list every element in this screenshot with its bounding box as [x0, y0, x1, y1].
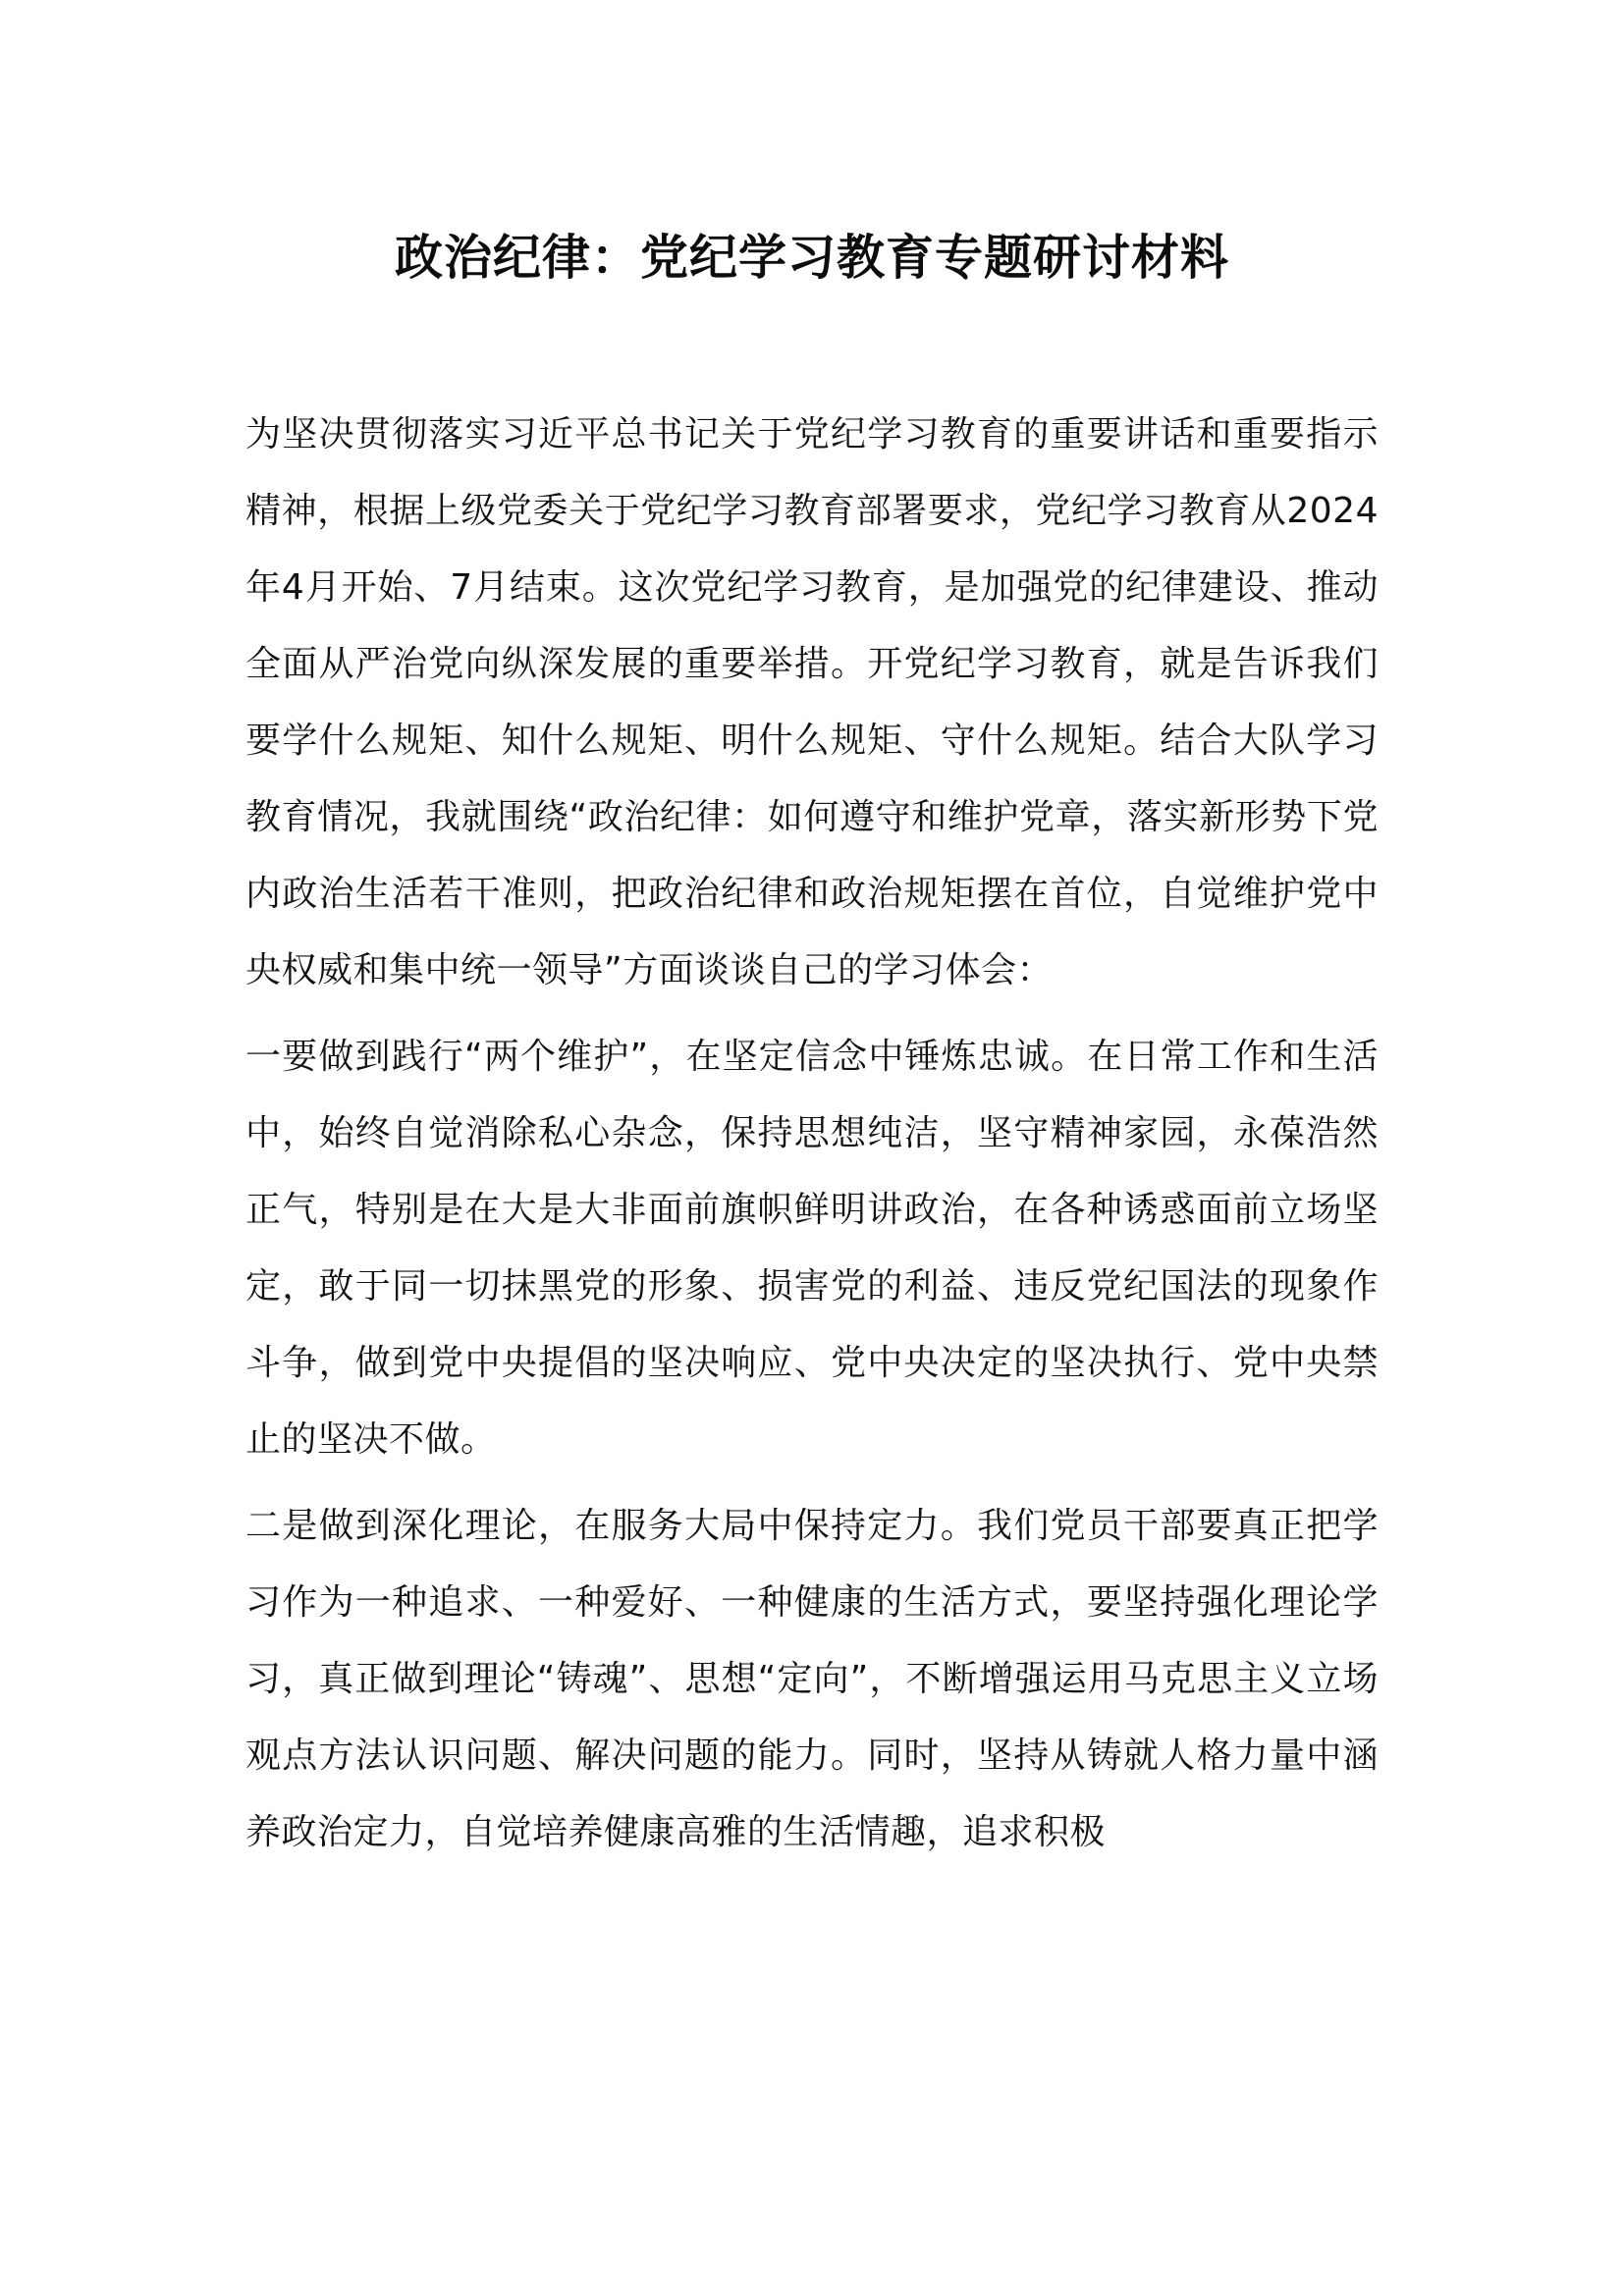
paragraph-point-one: 一要做到践行“两个维护”，在坚定信念中锤炼忠诚。在日常工作和生活中，始终自觉消除私心杂念，保持思想纯洁，坚守精神家园，永葆浩然正气，特别是在大是大非面前旗帜鲜明讲政治，在各种诱惑面前立场坚定，敢于同一切抹黑党的形象、损害党的利益、违反党纪国法的现象作斗争，做到党中央提倡的坚决响应、党中央决定的坚决执行、党中央禁止的坚决不做。	[245, 1037, 1379, 1460]
document-body	[245, 397, 1379, 1881]
document-title: 政治纪律：党纪学习教育专题研讨材料	[394, 230, 1229, 286]
paragraph-point-two: 二是做到深化理论，在服务大局中保持定力。我们党员干部要真正把学习作为一种追求、一种爱好、一种健康的生活方式，要坚持强化理论学习，真正做到理论“铸魂”、思想“定向”，不断增强运用马克思主义立场观点方法认识问题、解决问题的能力。同时，坚持从铸就人格力量中涵养政治定力，自觉培养健康高雅的生活情趣，追求积极	[245, 1506, 1379, 1852]
paragraph-intro: 为坚决贯彻落实习近平总书记关于党纪学习教育的重要讲话和重要指示精神，根据上级党委关于党纪学习教育部署要求，党纪学习教育从2024年4月开始、7月结束。这次党纪学习教育，是加强党的纪律建设、推动全面从严治党向纵深发展的重要举措。开党纪学习教育，就是告诉我们要学什么规矩、知什么规矩、明什么规矩、守什么规矩。结合大队学习教育情况，我就围绕“政治纪律：如何遵守和维护党章，落实新形势下党内政治生活若干准则，把政治纪律和政治规矩摆在首位，自觉维护党中央权威和集中统一领导”方面谈谈自己的学习体会：	[245, 414, 1379, 990]
